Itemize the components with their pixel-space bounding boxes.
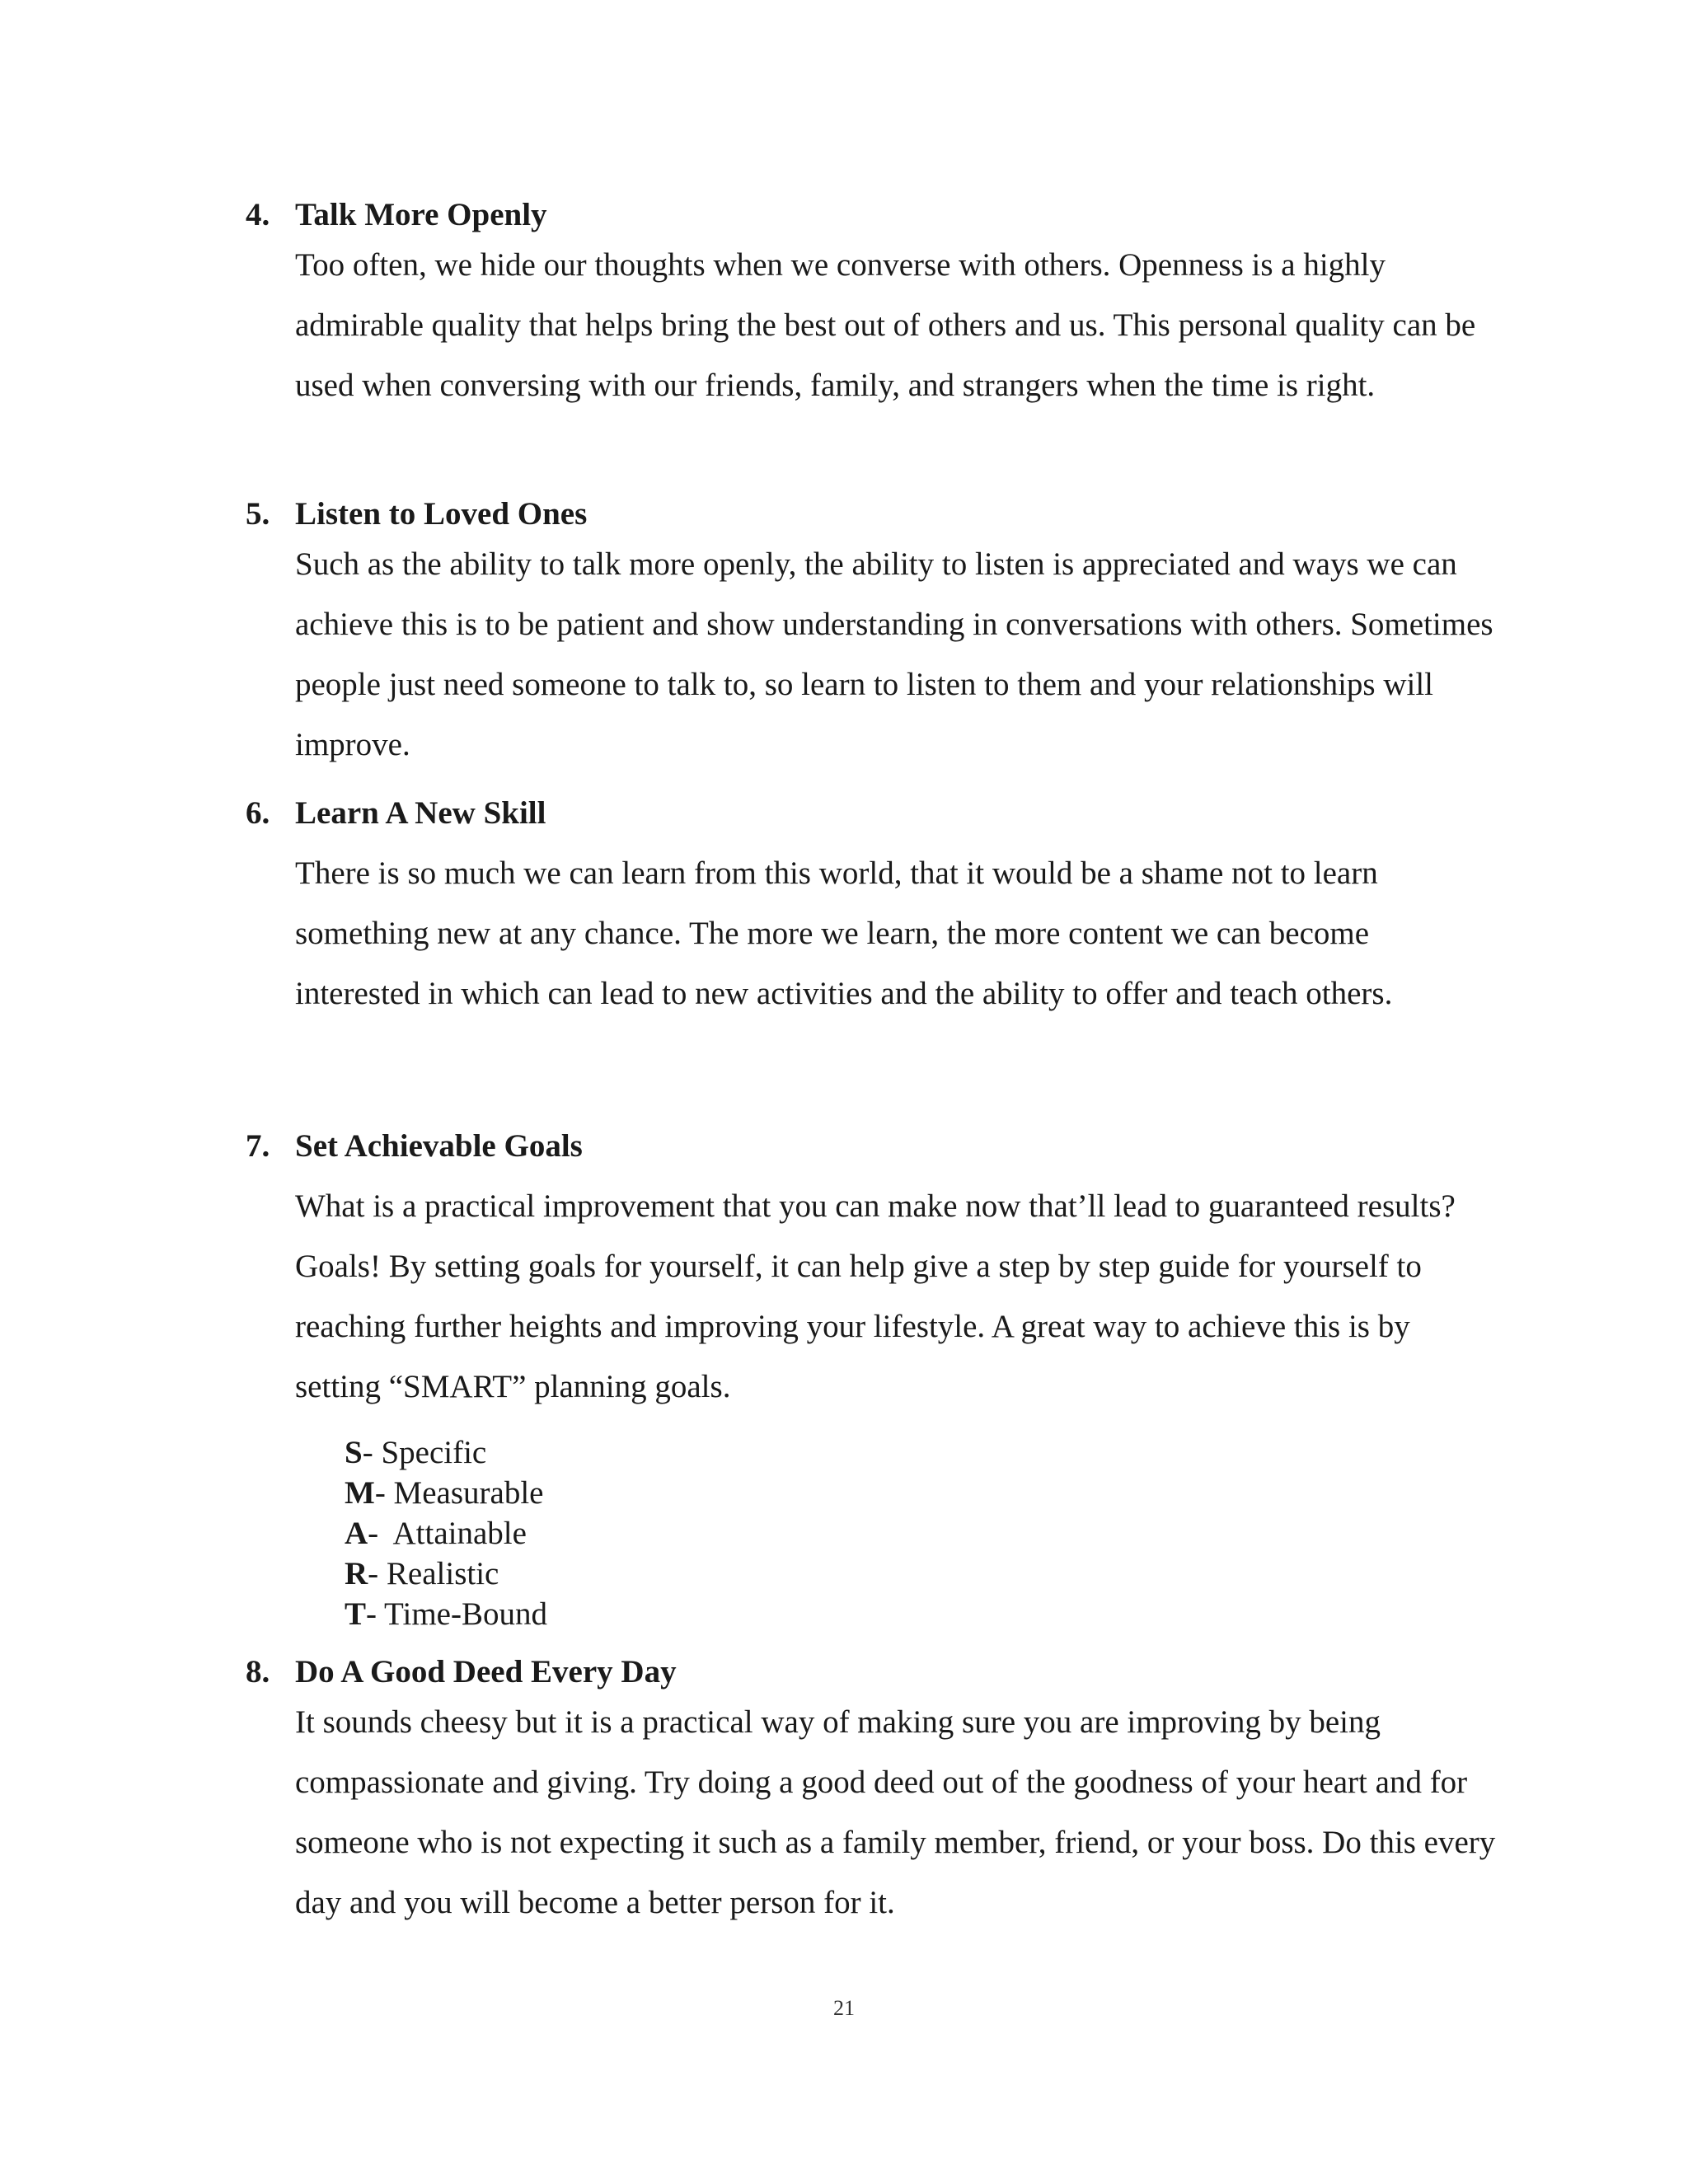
item-heading bbox=[246, 794, 1498, 833]
list-item-learn-a-new-skill bbox=[246, 794, 1498, 1024]
item-heading bbox=[246, 1652, 1498, 1692]
item-heading bbox=[246, 494, 1498, 534]
smart-letter: M bbox=[345, 1475, 375, 1511]
item-body: Too often, we hide our thoughts when we converse with others. Openness is a highly admirable quality that helps bring the best out of others and us. This personal quality can be used when conversing with our friends, family, and strangers when the time is right. bbox=[295, 247, 1476, 403]
smart-letter: R bbox=[345, 1556, 368, 1591]
item-heading bbox=[246, 195, 1498, 235]
item-number: 7. bbox=[246, 1128, 270, 1164]
smart-text: - Specific bbox=[362, 1435, 487, 1470]
list-item-set-achievable-goals bbox=[246, 1127, 1498, 1417]
smart-row-r bbox=[345, 1554, 547, 1594]
item-number: 4. bbox=[246, 197, 270, 232]
item-number: 5. bbox=[246, 496, 270, 532]
item-body: There is so much we can learn from this world, that it would be a shame not to learn something new at any chance. The more we learn, the more content we can become interested in which can lead to new activities and the ability to offer and teach others. bbox=[295, 855, 1393, 1011]
item-body: What is a practical improvement that you can make now that’ll lead to guaranteed results? Goals! By setting goals for yourself, it can help give a step by step guide for yourself to reaching further heights and improving your lifestyle. A great way to achieve this is by setting “SMART” planning goals. bbox=[295, 1188, 1456, 1404]
smart-text: - Measurable bbox=[374, 1475, 544, 1511]
item-title: Do A Good Deed Every Day bbox=[295, 1654, 677, 1690]
page-number: 21 bbox=[833, 1996, 855, 2020]
smart-row-a bbox=[345, 1513, 547, 1554]
smart-text: - Realistic bbox=[368, 1556, 499, 1591]
list-item-talk-more-openly bbox=[246, 195, 1498, 415]
item-title: Talk More Openly bbox=[295, 197, 547, 232]
list-item-listen-to-loved-ones bbox=[246, 494, 1498, 775]
smart-letter: A bbox=[345, 1516, 368, 1551]
item-title: Listen to Loved Ones bbox=[295, 496, 588, 532]
smart-letter: S bbox=[345, 1435, 363, 1470]
list-item-do-a-good-deed bbox=[246, 1652, 1498, 1933]
item-body: Such as the ability to talk more openly, the ability to listen is appreciated and ways we can achieve this is to be patient and show understanding in conversations with others. Sometimes people just need someone to talk to, so learn to listen to them and your relationships will improve. bbox=[295, 546, 1493, 762]
smart-text: - Time-Bound bbox=[366, 1596, 547, 1632]
smart-letter: T bbox=[345, 1596, 367, 1632]
item-title: Set Achievable Goals bbox=[295, 1128, 583, 1164]
item-number: 8. bbox=[246, 1654, 270, 1690]
item-body: It sounds cheesy but it is a practical way of making sure you are improving by being compassionate and giving. Try doing a good deed out of the goodness of your heart and for someone who is not expecting it such as a family member, friend, or your boss. Do this every day and you will become a better person for it. bbox=[295, 1704, 1496, 1920]
smart-row-m bbox=[345, 1473, 547, 1513]
smart-text: - Attainable bbox=[368, 1516, 527, 1551]
item-heading bbox=[246, 1127, 1498, 1166]
item-number: 6. bbox=[246, 795, 270, 831]
smart-row-s bbox=[345, 1432, 547, 1473]
smart-goals-list bbox=[345, 1432, 547, 1634]
smart-row-t bbox=[345, 1594, 547, 1634]
item-title: Learn A New Skill bbox=[295, 795, 546, 831]
